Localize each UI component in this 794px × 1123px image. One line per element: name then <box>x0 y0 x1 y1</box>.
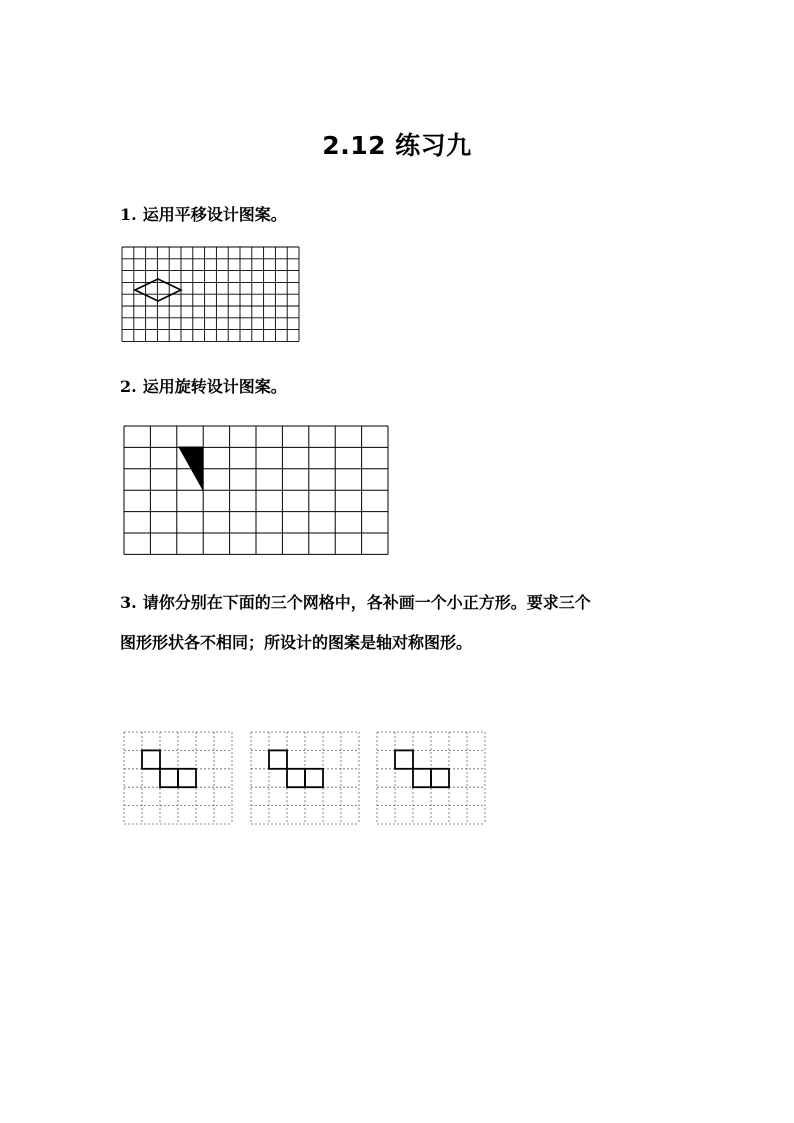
question-2 <box>120 374 287 397</box>
symmetry-grid-1 <box>124 732 234 826</box>
symmetry-grid-2 <box>251 732 361 826</box>
rotation-grid <box>124 426 389 556</box>
question-1 <box>120 202 287 225</box>
question-1-text: 运用平移设计图案。 <box>142 205 287 224</box>
translation-grid <box>122 247 302 343</box>
question-1-number: 1. <box>120 205 137 224</box>
symmetry-grid-3 <box>377 732 487 826</box>
question-2-text: 运用旋转设计图案。 <box>142 377 287 396</box>
question-3-number: 3. <box>120 593 137 612</box>
question-3-line-2: 图形形状各不相同；所设计的图案是轴对称图形。 <box>120 633 473 652</box>
page-title: 2.12 练习九 <box>322 131 472 160</box>
question-3-text: 请你分别在下面的三个网格中，各补画一个小正方形。要求三个 <box>142 593 591 612</box>
question-2-number: 2. <box>120 377 137 396</box>
question-3-line-1 <box>120 590 591 613</box>
